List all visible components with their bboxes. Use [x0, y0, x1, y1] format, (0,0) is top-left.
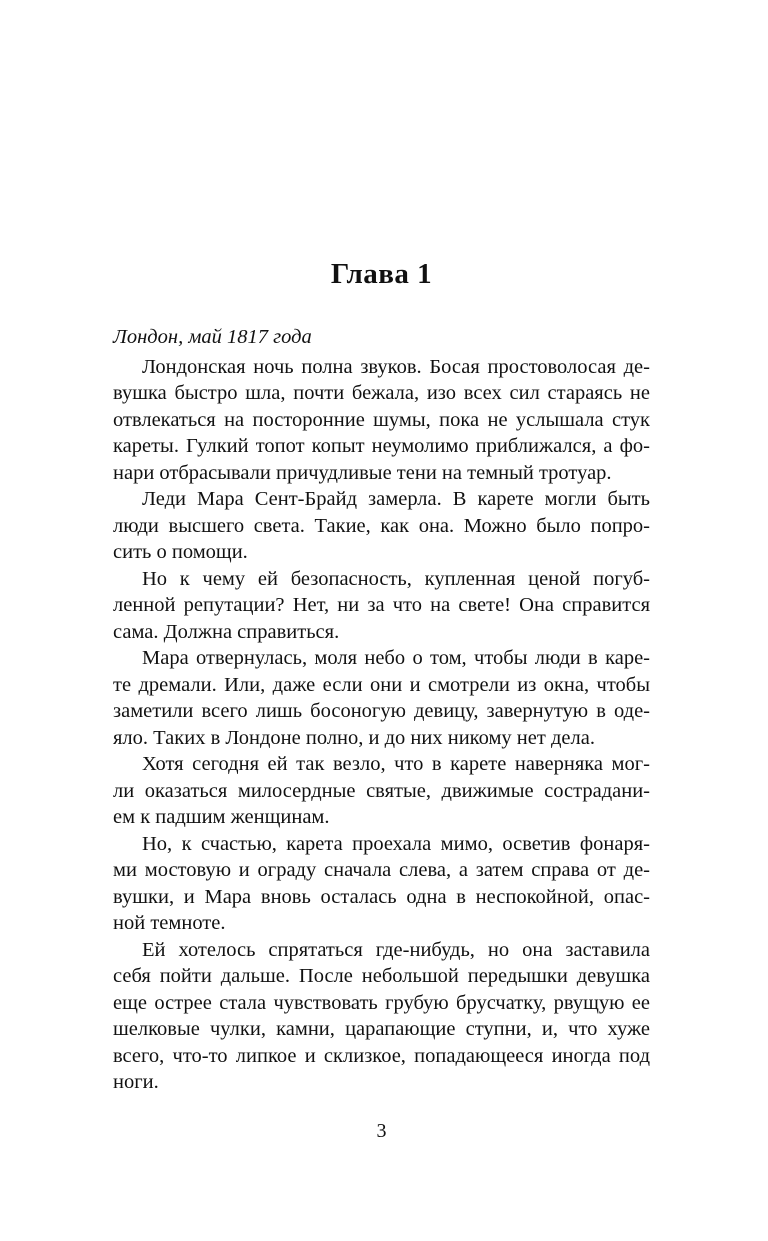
- text-line: ленной репутации? Нет, ни за что на свете! Она справится: [113, 594, 650, 616]
- text-line: заметили всего лишь босоногую девицу, завернутую в оде-: [113, 700, 650, 722]
- text-line: яло. Таких в Лондоне полно, и до них никому нет дела.: [113, 726, 595, 749]
- paragraph: [113, 751, 650, 831]
- text-line: ем к падшим женщинам.: [113, 806, 330, 828]
- text-line: Мара отвернулась, моля небо о том, чтобы люди в каре-: [142, 647, 650, 669]
- paragraph: [113, 486, 650, 566]
- paragraph: [113, 566, 650, 646]
- text-line: Лондонская ночь полна звуков. Босая простоволосая де-: [142, 355, 650, 378]
- text-line: шелковые чулки, камни, царапающие ступни, и, что хуже: [113, 1018, 650, 1040]
- chapter-title: Глава 1: [330, 258, 433, 290]
- text-line: люди высшего света. Такие, как она. Можно было попро-: [113, 514, 650, 537]
- text-line: нари отбрасывали причудливые тени на темный тротуар.: [113, 461, 612, 484]
- text-line: кареты. Гулкий топот копыт неумолимо приближался, а фо-: [113, 435, 650, 457]
- text-line: вушки, и Мара вновь осталась одна в неспокойной, опас-: [113, 885, 650, 908]
- text-line: ной темноте.: [113, 912, 226, 934]
- paragraph: [113, 354, 650, 487]
- epigraph-place-date: Лондон, май 1817 года: [113, 326, 312, 348]
- text-line: Но, к счастью, карета проехала мимо, осветив фонаря-: [142, 832, 650, 855]
- chapter-body: [113, 324, 650, 1096]
- text-line: Ей хотелось спрятаться где-нибудь, но она заставила: [142, 938, 650, 961]
- page-number: 3: [376, 1120, 387, 1142]
- text-line: сить о помощи.: [113, 541, 248, 563]
- book-page: [113, 0, 650, 1241]
- text-line: те дремали. Или, даже если они и смотрели из окна, чтобы: [113, 673, 650, 696]
- text-line: отвлекаться на посторонние шумы, пока не услышала стук: [113, 408, 650, 431]
- text-line: ми мостовую и ограду сначала слева, а затем справа от де-: [113, 859, 650, 881]
- paragraph: [113, 645, 650, 751]
- text-line: ноги.: [113, 1071, 159, 1093]
- text-line: ли оказаться милосердные святые, движимые сострадани-: [113, 779, 650, 802]
- text-line: Леди Мара Сент-Брайд замерла. В карете могли быть: [142, 488, 650, 510]
- text-line: сама. Должна справиться.: [113, 620, 340, 643]
- text-line: Хотя сегодня ей так везло, что в карете наверняка мог-: [142, 753, 650, 775]
- text-line: еще острее стала чувствовать грубую брусчатку, рвущую ее: [113, 991, 650, 1014]
- text-line: всего, что-то липкое и склизкое, попадающееся иногда под: [113, 1044, 650, 1067]
- paragraph: [113, 937, 650, 1096]
- text-line: вушка быстро шла, почти бежала, изо всех сил стараясь не: [113, 382, 650, 404]
- text-line: себя пойти дальше. После небольшой передышки девушка: [113, 965, 650, 987]
- paragraph-list: [113, 354, 650, 1096]
- text-line: Но к чему ей безопасность, купленная ценой погуб-: [142, 567, 650, 590]
- paragraph: [113, 831, 650, 937]
